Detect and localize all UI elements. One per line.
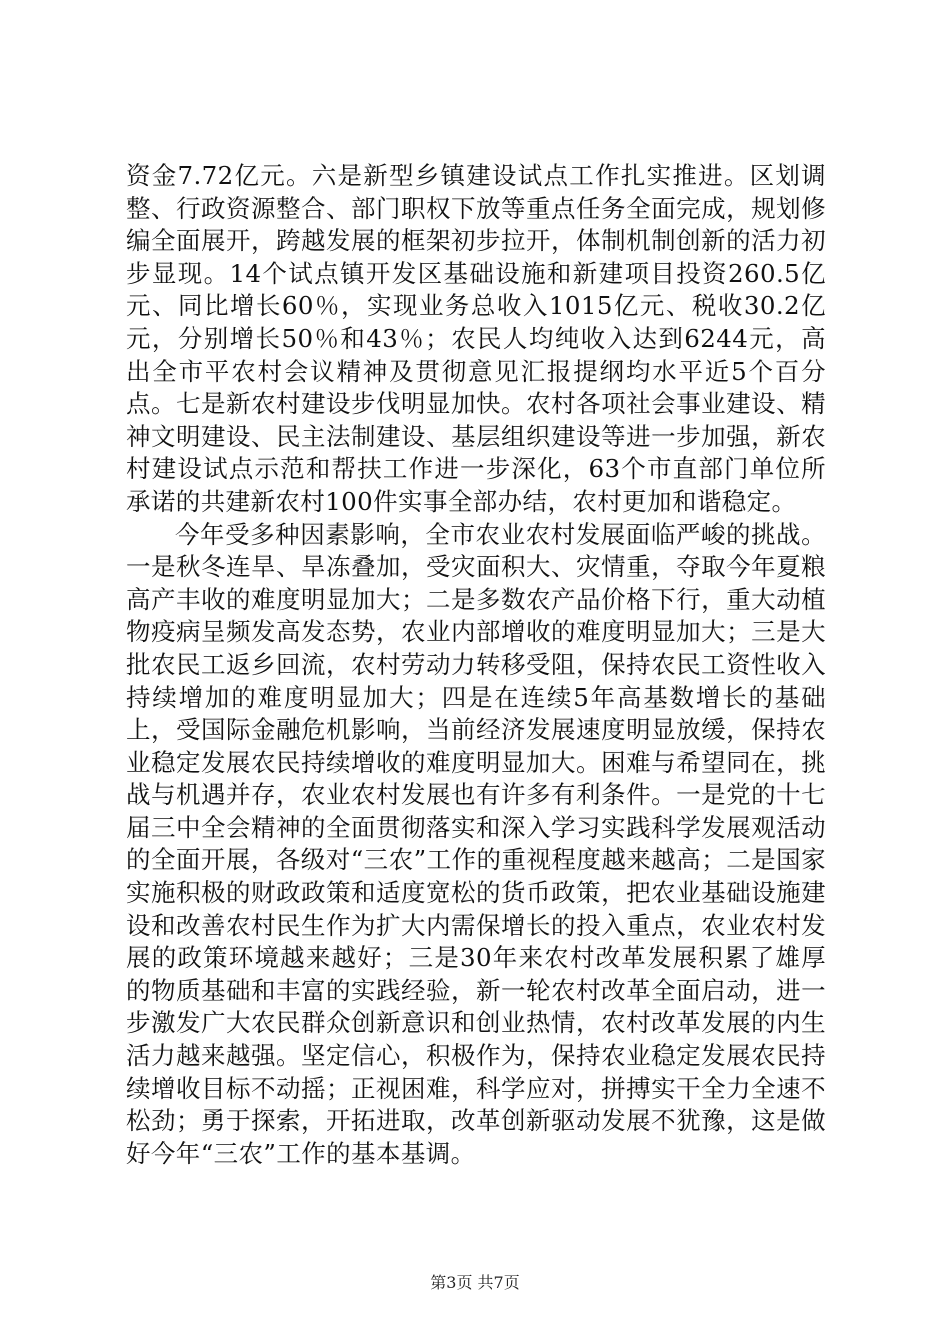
- paragraph-challenges: 今年受多种因素影响，全市农业农村发展面临严峻的挑战。一是秋冬连旱、旱冻叠加，受灾面积大、灾情重，夺取今年夏粮高产丰收的难度明显加大；二是多数农产品价格下行，重大动植物疫病呈频发高发态势，农业内部增收的难度明显加大；三是大批农民工返乡回流，农村劳动力转移受阻，保持农民工资性收入持续增加的难度明显加大；四是在连续5年高基数增长的基础上，受国际金融危机影响，当前经济发展速度明显放缓，保持农业稳定发展农民持续增收的难度明显加大。困难与希望同在，挑战与机遇并存，农业农村发展也有许多有利条件。一是党的十七届三中全会精神的全面贯彻落实和深入学习实践科学发展观活动的全面开展，各级对“三农”工作的重视程度越来越高；二是国家实施积极的财政政策和适度宽松的货币政策，把农业基础设施建设和改善农村民生作为扩大内需保增长的投入重点，农业农村发展的政策环境越来越好；三是30年来农村改革发展积累了雄厚的物质基础和丰富的实践经验，新一轮农村改革全面启动，进一步激发广大农民群众创新意识和创业热情，农村改革发展的内生活力越来越强。坚定信心，积极作为，保持农业稳定发展农民持续增收目标不动摇；正视困难，科学应对，拼搏实干全力全速不松劲；勇于探索，开拓进取，改革创新驱动发展不犹豫，这是做好今年“三农”工作的基本基调。: [126, 519, 826, 1168]
- page-footer: [0, 1270, 950, 1293]
- paragraph-continuation: 资金7.72亿元。六是新型乡镇建设试点工作扎实推进。区划调整、行政资源整合、部门职权下放等重点任务全面完成，规划修编全面展开，跨越发展的框架初步拉开，体制机制创新的活力初步显现。14个试点镇开发区基础设施和新建项目投资260.5亿元、同比增长60％，实现业务总收入1015亿元、税收30.2亿元，分别增长50％和43％；农民人均纯收入达到6244元，高出全市平农村会议精神及贯彻意见汇报提纲均水平近5个百分点。七是新农村建设步伐明显加快。农村各项社会事业建设、精神文明建设、民主法制建设、基层组织建设等进一步加强，新农村建设试点示范和帮扶工作进一步深化，63个市直部门单位所承诺的共建新农村100件实事全部办结，农村更加和谐稳定。: [126, 161, 826, 516]
- page-number-label: 第3页 共7页: [430, 1273, 520, 1292]
- body-text: [126, 160, 826, 1170]
